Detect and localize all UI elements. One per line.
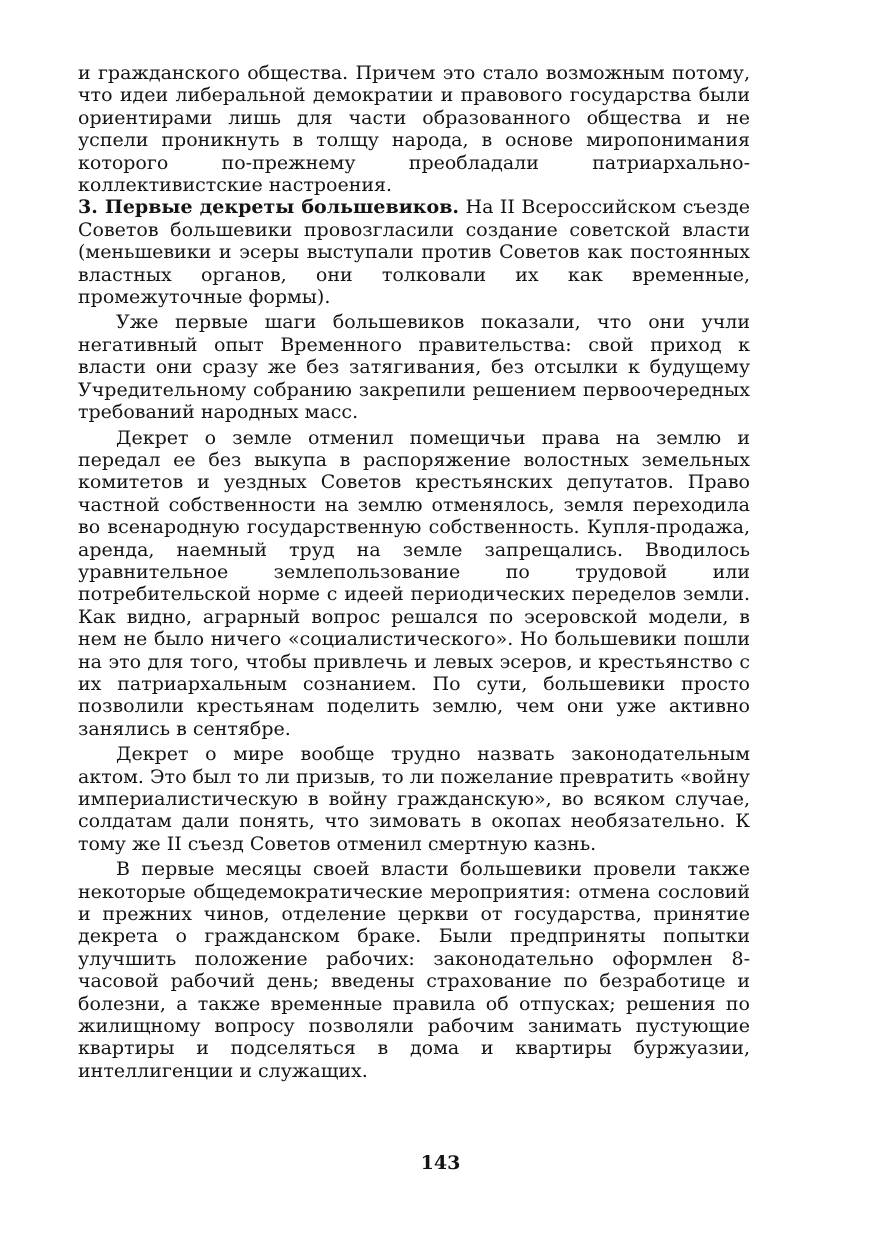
page-number: 143 [420, 1152, 461, 1174]
paragraph: Уже первые шаги большевиков показали, что они учли негативный опыт Временного правительства: свой приход к власти они сразу же без затягивания, без отсылки к будущему Учредительному собранию закрепили решением первоочередных требований народных масс. [78, 311, 750, 424]
paragraph: Декрет о земле отменил помещичьи права на землю и передал ее без выкупа в распоряжение волостных земельных комитетов и уездных Советов крестьянских депутатов. Право частной собственности на землю отменялось, земля переходила во всенародную государственную собственность. Купля-продажа, аренда, наемный труд на земле запрещались. Вводилось уравнительное землепользование по трудовой или потребительской норме с идеей периодических переделов земли. Как видно, аграрный вопрос решался по эсеровской модели, в нем не было ничего «социалистического». Но большевики пошли на это для того, чтобы привлечь и левых эсеров, и крестьянство с их патриархальным сознанием. По сути, большевики просто позволили крестьянам поделить землю, чем они уже активно занялись в сентябре. [78, 426, 750, 740]
paragraph: Декрет о мире вообще трудно назвать законодательным актом. Это был то ли призыв, то ли пожелание превратить «войну империалистическую в войну гражданскую», во всяком случае, солдатам дали понять, что зимовать в окопах необязательно. К тому же II съезд Советов отменил смертную казнь. [78, 743, 750, 855]
section-text: На II Всероссийском съезде Советов большевики провозгласили создание советской власти (меньшевики и эсеры выступали против Советов как постоянных властных органов, они толковали их как временные, промежуточные формы). [78, 196, 750, 309]
paragraph-continuation: и гражданского общества. Причем это стало возможным потому, что идеи либеральной демократии и правового государства были ориентирами лишь для части образованного общества и не успели проникнуть в толщу народа, в основе миропонимания которого по-прежнему преобладали патриархально-коллективистские настроения. [78, 62, 750, 197]
paragraph: В первые месяцы своей власти большевики провели также некоторые общедемократические мероприятия: отмена сословий и прежних чинов, отделение церкви от государства, принятие декрета о гражданском браке. Были предприняты попытки улучшить положение рабочих: законодательно оформлен 8-часовой рабочий день; введены страхование по безработице и болезни, а также временные правила об отпусках; решения по жилищному вопросу позволяли рабочим занимать пустующие квартиры и подселяться в дома и квартиры буржуазии, интеллигенции и служащих. [78, 858, 750, 1082]
section-heading: 3. Первые декреты большевиков. [78, 196, 460, 219]
section-paragraph [78, 196, 750, 308]
page-body [78, 62, 750, 1082]
